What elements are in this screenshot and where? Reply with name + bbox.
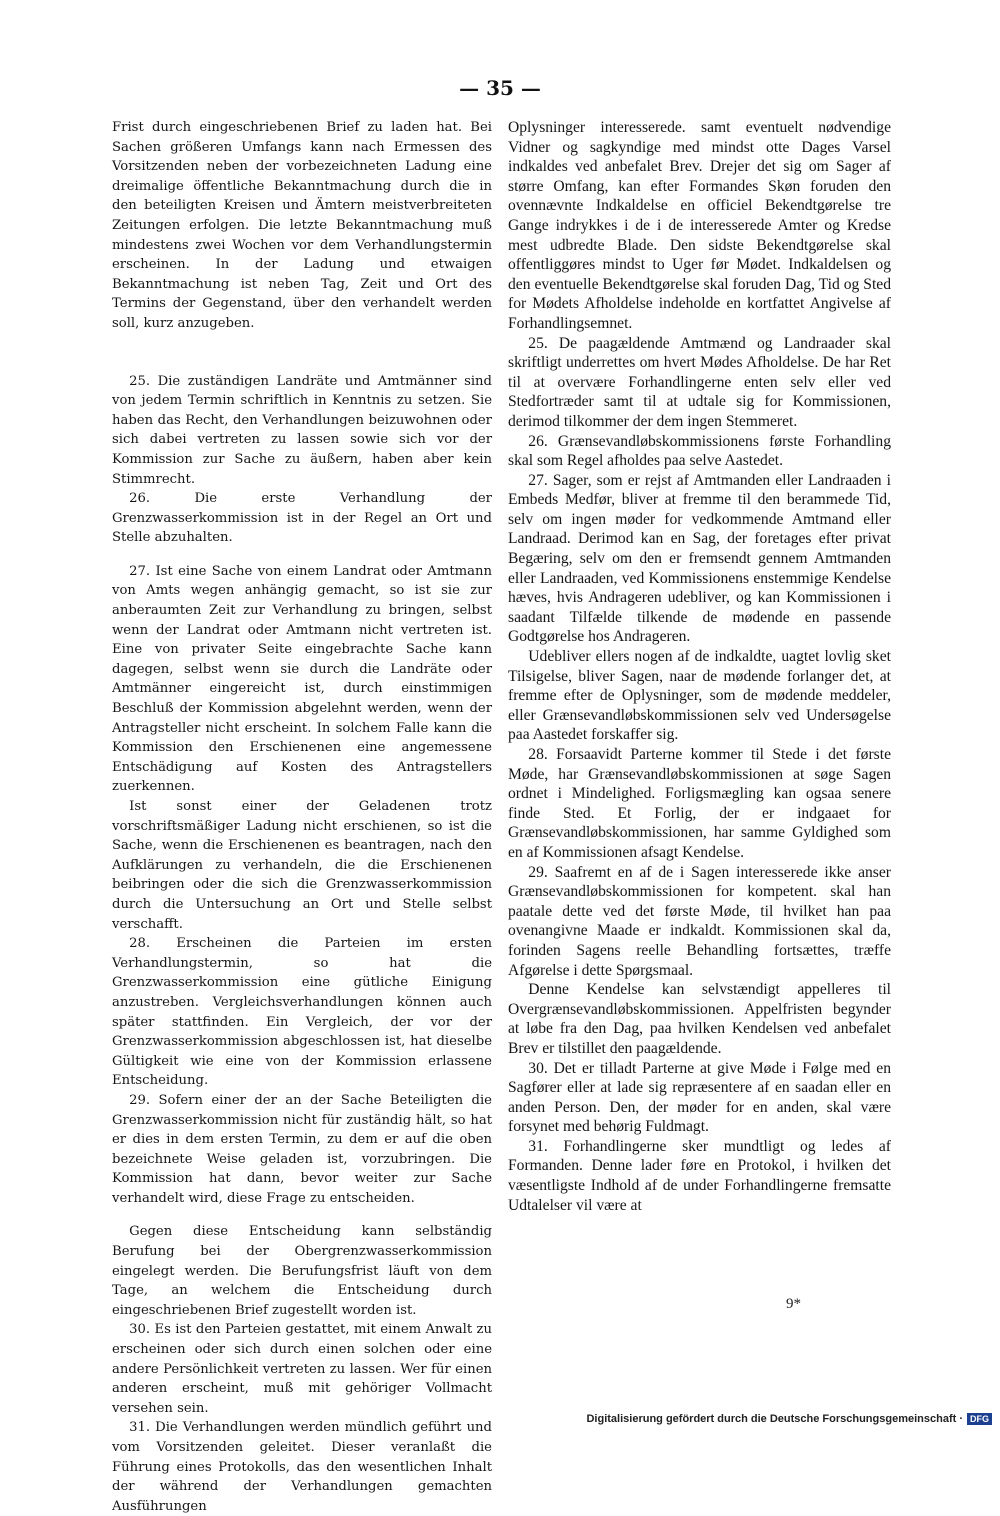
german-paragraph-28: 28. Erscheinen die Parteien im ersten Verhandlungstermin, so hat die Grenzwasserkommission eine gütliche Einigung anzustreben. Vergleichsverhandlungen können auch später stattfinden. Ein Vergleich, der vor der Grenzwasserkommission abgeschlossen ist, hat dieselbe Gültigkeit wie eine von der Kommission erlassene Entscheidung. [112, 936, 492, 1089]
danish-paragraph-intro: Oplysninger interesserede. samt eventuelt nødvendige Vidner og sagkyndige med mindst otte Dages Varsel indkaldes ved anbefalet Brev. Drejer det sig om Sager af større Omfang, kan efter Formandes Skøn foruden den ovennævnte Indkaldelse en officiel Bekendtgørelse tre Gange indrykkes i de i de interesserede Amter og Kredse mest udbredte Blade. Den sidste Bekendtgørelse skal offentliggøres mindst to Uger før Mødet. Indkaldelsen og den eventuelle Bekendtgørelse skal foruden Dag, Tid og Sted for Mødets Afholdelse indeholde en kortfattet Angivelse af Forhandlingsemnet. [508, 119, 891, 332]
footer [586, 1413, 992, 1425]
german-paragraph-31: 31. Die Verhandlungen werden mündlich geführt und vom Vorsitzenden geleitet. Dieser veranlaßt die Führung eines Protokolls, das den wesentlichen Inhalt der während der Verhandlungen gemachten Ausführungen [112, 1420, 492, 1514]
danish-paragraph-28: 28. Forsaavidt Parterne kommer til Stede i det første Møde, har Grænsevandløbskommissionen at søge Sagen ordnet i Mindelighed. Forligsmægling kan ogsaa senere finde Sted. Et Forlig, der er indgaaet for Grænsevandløbskommissionen, har samme Gyldighed som en af Kommissionen afsagt Kendelse. [508, 746, 891, 861]
spacer [112, 1208, 492, 1222]
dfg-logo-icon: DFG [967, 1413, 992, 1425]
german-paragraph-intro: Frist durch eingeschriebenen Brief zu laden hat. Bei Sachen größeren Umfangs kann nach Ermessen des Vorsitzenden neben der vorbezeichneten Ladung eine dreimalige öffentliche Bekanntmachung durch die in den beteiligten Kreisen und Ämtern meistverbreiteten Zeitungen erfolgen. Die letzte Bekanntmachung muß mindestens zwei Wochen vor dem Verhandlungstermin erscheinen. In der Ladung und etwaigen Bekanntmachung ist neben Tag, Zeit und Ort des Termins der Gegenstand, über den verhandelt werden soll, kurz anzugeben. [112, 120, 492, 331]
danish-paragraph-30: 30. Det er tilladt Parterne at give Møde i Følge med en Sagfører eller at lade sig repræsentere af en saadan eller en anden Person. Den, der møder for en anden, skal være forsynet med behørig Fuldmagt. [508, 1059, 891, 1136]
page-number: — 35 — [459, 76, 541, 100]
german-paragraph-30: 30. Es ist den Parteien gestattet, mit einem Anwalt zu erscheinen oder sich durch einen solchen oder eine andere Persönlichkeit vertreten zu lassen. Wer für einen anderen erscheint, muß mit gehöriger Vollmacht versehen sein. [112, 1322, 492, 1416]
german-paragraph-27b: Ist sonst einer der Geladenen trotz vorschriftsmäßiger Ladung nicht erschienen, so ist die Sache, wenn die Erschienenen es beantragen, nach den Aufklärungen zu verhandeln, die die Erschienenen beibringen oder die sich die Grenzwasserkommission durch die Untersuchung an Ort und Stelle selbst verschafft. [112, 799, 492, 932]
signature-mark: 9* [786, 1296, 801, 1312]
spacer [112, 548, 492, 562]
danish-paragraph-29: 29. Saafremt en af de i Sagen interesserede ikke anser Grænsevandløbskommissionen for kompetent. skal han paatale dette ved det første Møde, til hvilket han paa ovenangivne Maade er indkaldt. Kommissionen skal da, forinden Sagens reelle Behandling fortsættes, træffe Afgørelse i dette Spørgsmaal. [508, 863, 891, 979]
footer-text: Digitalisierung gefördert durch die Deutsche Forschungsgemeinschaft · [586, 1413, 963, 1425]
danish-paragraph-27: 27. Sager, som er rejst af Amtmanden eller Landraaden i Embeds Medfør, bliver at fremme til den berammede Tid, selv om ingen møder for vedkommende Amtmand eller Landraad. Derimod kan en Sag, der foretages efter privat Begæring, selv om den er fremsendt gennem Amtmanden eller Landraaden, ved Kommissionens enstemmige Kendelse hæves, hvis Andrageren udebliver, og kan Kommissionen i saadant Tilfælde tilkende de mødende en passende Godtgørelse hos Andrageren. [508, 471, 891, 646]
danish-column [508, 118, 891, 1215]
german-paragraph-27: 27. Ist eine Sache von einem Landrat oder Amtmann von Amts wegen anhängig gemacht, so ist sie zur anberaumten Zeit zur Verhandlung zu bringen, selbst wenn der Landrat oder Amtmann nicht vertreten ist. Eine von privater Seite eingebrachte Sache kann dagegen, selbst wenn sie durch die Landräte oder Amtmänner eingereicht ist, durch einstimmigen Beschluß der Kommission abgelehnt werden, wenn der Antragsteller nicht erscheint. In solchem Falle kann die Kommission den Erschienenen eine angemessene Entschädigung auf Kosten des Antragstellers zuerkennen. [112, 563, 492, 795]
spacer [112, 334, 492, 372]
german-paragraph-29b: Gegen diese Entscheidung kann selbständig Berufung bei der Obergrenzwasserkommission eingelegt werden. Die Berufungsfrist läuft von dem Tage, an welchem die Entscheidung durch eingeschriebenen Brief zugestellt worden ist. [112, 1224, 492, 1318]
danish-paragraph-31: 31. Forhandlingerne sker mundtligt og ledes af Formanden. Denne lader føre en Protokol, i hvilken det væsentligste Indhold af de under Forhandlingerne fremsatte Udtalelser vil være at [508, 1137, 891, 1214]
danish-paragraph-25: 25. De paagældende Amtmænd og Landraader skal skriftligt underrettes om hvert Mødes Afholdelse. De har Ret til at overvære Forhandlingerne enten selv eller ved Stedfortræder samt til at udtale sig for Kommissionen, derimod tilkommer der dem ingen Stemmeret. [508, 334, 891, 430]
german-column [112, 118, 492, 1516]
german-paragraph-29: 29. Sofern einer der an der Sache Beteiligten die Grenzwasserkommission nicht für zuständig hält, so hat er dies in dem ersten Termin, zu dem er auf die oben bezeichnete Weise geladen ist, vorzubringen. Die Kommission hat dann, bevor weiter zur Sache verhandelt wird, diese Frage zu entscheiden. [112, 1092, 492, 1206]
german-paragraph-26: 26. Die erste Verhandlung der Grenzwasserkommission ist in der Regel an Ort und Stelle abzuhalten. [112, 491, 492, 546]
german-paragraph-25: 25. Die zuständigen Landräte und Amtmänner sind von jedem Termin schriftlich in Kenntnis zu setzen. Sie haben das Recht, den Verhandlungen beizuwohnen oder sich dabei vertreten zu lassen sowie sich vor der Kommission zur Sache zu äußern, haben aber kein Stimmrecht. [112, 373, 492, 487]
danish-paragraph-26: 26. Grænsevandløbskommissionens første Forhandling skal som Regel afholdes paa selve Aastedet. [508, 432, 891, 470]
danish-paragraph-27b: Udebliver ellers nogen af de indkaldte, uagtet lovlig sket Tilsigelse, bliver Sagen, naar de mødende forlanger det, at fremme efter de Oplysninger, som de mødende meddeler, eller Grænsevandløbskommissionen selv ved Undersøgelse paa Aastedet forskaffer sig. [508, 648, 891, 744]
danish-paragraph-29b: Denne Kendelse kan selvstændigt appelleres til Overgrænsevandløbskommissionen. Appelfristen begynder at løbe fra den Dag, paa hvilken Kendelsen ved anbefalet Brev er tilstillet den paagældende. [508, 981, 891, 1057]
